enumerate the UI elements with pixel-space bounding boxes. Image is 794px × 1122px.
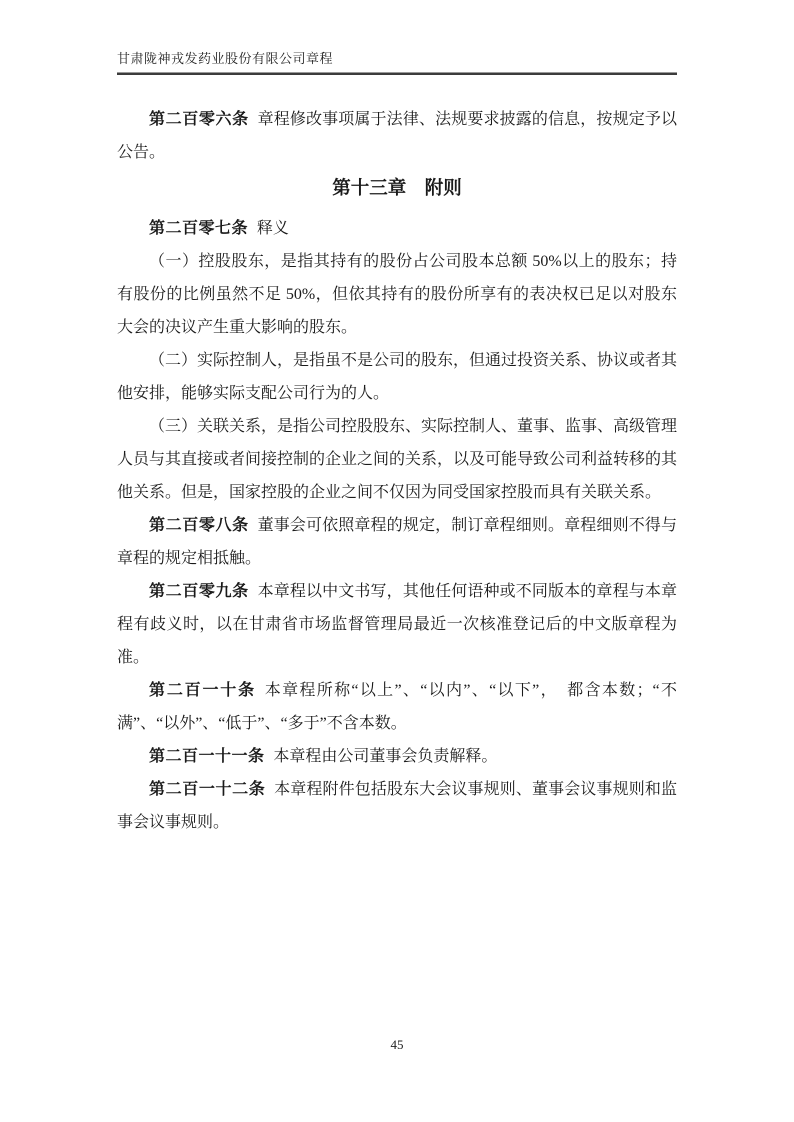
article-paragraph [117, 773, 677, 839]
definition-paragraph [117, 410, 677, 509]
article-number: 第二百零七条 [149, 220, 249, 237]
article-paragraph [117, 103, 677, 169]
page-number: 45 [390, 1037, 404, 1052]
document-content [117, 96, 677, 839]
definition-text: （一）控股股东，是指其持有的股份占公司股本总额 50%以上的股东；持有股份的比例虽然不足 50%，但依其持有的股份所享有的表决权已足以对股东大会的决议产生重大影响的股东。 [117, 253, 677, 336]
definition-text: （二）实际控制人，是指虽不是公司的股东，但通过投资关系、协议或者其他安排，能够实际支配公司行为的人。 [117, 352, 678, 402]
definition-text: （三）关联关系，是指公司控股股东、实际控制人、董事、监事、高级管理人员与其直接或者间接控制的企业之间的关系，以及可能导致公司利益转移的其他关系。但是，国家控股的企业之间不仅因为同受国家控股而具有关联关系。 [117, 418, 678, 501]
article-number: 第二百零八条 [149, 517, 249, 534]
definition-paragraph [117, 245, 677, 344]
article-text: 本章程所称“以上”、“以内”、“以下”， 都含本数；“不满”、“以外”、“低于”、“多于”不含本数。 [117, 682, 677, 732]
article-text: 本章程附件包括股东大会议事规则、董事会议事规则和监事会议事规则。 [117, 781, 677, 831]
article-paragraph [117, 575, 677, 674]
article-paragraph [117, 740, 677, 773]
chapter-heading: 第十三章 附则 [332, 179, 462, 199]
article-text: 本章程由公司董事会负责解释。 [273, 748, 498, 765]
article-text: 董事会可依照章程的规定，制订章程细则。章程细则不得与章程的规定相抵触。 [117, 517, 677, 567]
article-paragraph [117, 674, 677, 740]
article-number: 第二百零九条 [149, 583, 249, 600]
article-number: 第二百一十二条 [149, 781, 266, 798]
page-header [117, 48, 677, 75]
definition-paragraph [117, 344, 677, 410]
article-text: 释义 [256, 220, 289, 237]
article-number: 第二百零六条 [149, 111, 249, 128]
article-number: 第二百一十一条 [149, 748, 265, 765]
article-text: 章程修改事项属于法律、法规要求披露的信息，按规定予以公告。 [117, 111, 677, 161]
page-footer [0, 1036, 794, 1054]
article-paragraph [117, 509, 677, 575]
article-number: 第二百一十条 [149, 682, 256, 699]
article-paragraph [117, 212, 677, 245]
article-text: 本章程以中文书写，其他任何语种或不同版本的章程与本章程有歧义时，以在甘肃省市场监督管理局最近一次核准登记后的中文版章程为准。 [117, 583, 677, 666]
header-title: 甘肃陇神戎发药业股份有限公司章程 [117, 51, 334, 66]
